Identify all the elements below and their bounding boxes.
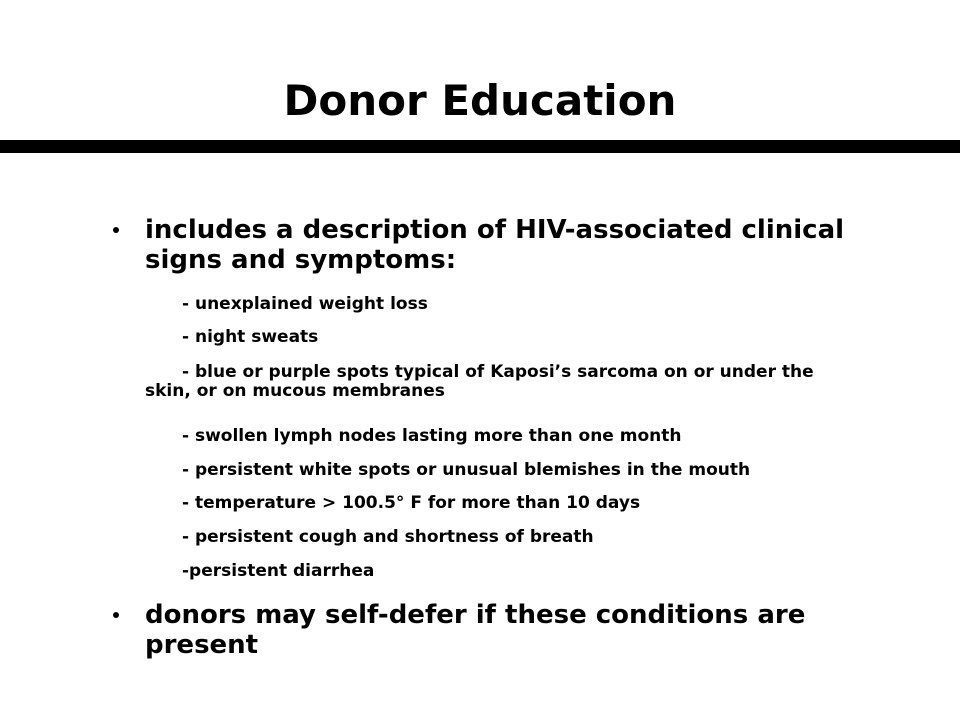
bullet-text: includes a description of HIV-associated clinical signs and symptoms: — [145, 215, 845, 275]
bullet-dot-icon — [113, 612, 121, 620]
symptom-item: - unexplained weight loss — [182, 294, 428, 314]
slide-title: Donor Education — [283, 76, 677, 125]
bullet-dot-icon — [113, 227, 121, 235]
symptom-item: -persistent diarrhea — [182, 561, 375, 581]
title-divider — [0, 140, 960, 153]
symptom-item: - blue or purple spots typical of Kaposi’s sarcoma on or under the skin, or on mucous membranes — [145, 362, 814, 401]
symptom-item: - swollen lymph nodes lasting more than one month — [182, 426, 682, 446]
symptom-item: - temperature > 100.5° F for more than 10 days — [182, 493, 641, 513]
bullet-text: donors may self-defer if these conditions are present — [145, 600, 806, 660]
symptom-item: - persistent white spots or unusual blemishes in the mouth — [182, 460, 751, 480]
symptom-item: - persistent cough and shortness of breath — [182, 527, 594, 547]
symptom-item: - night sweats — [182, 327, 319, 347]
